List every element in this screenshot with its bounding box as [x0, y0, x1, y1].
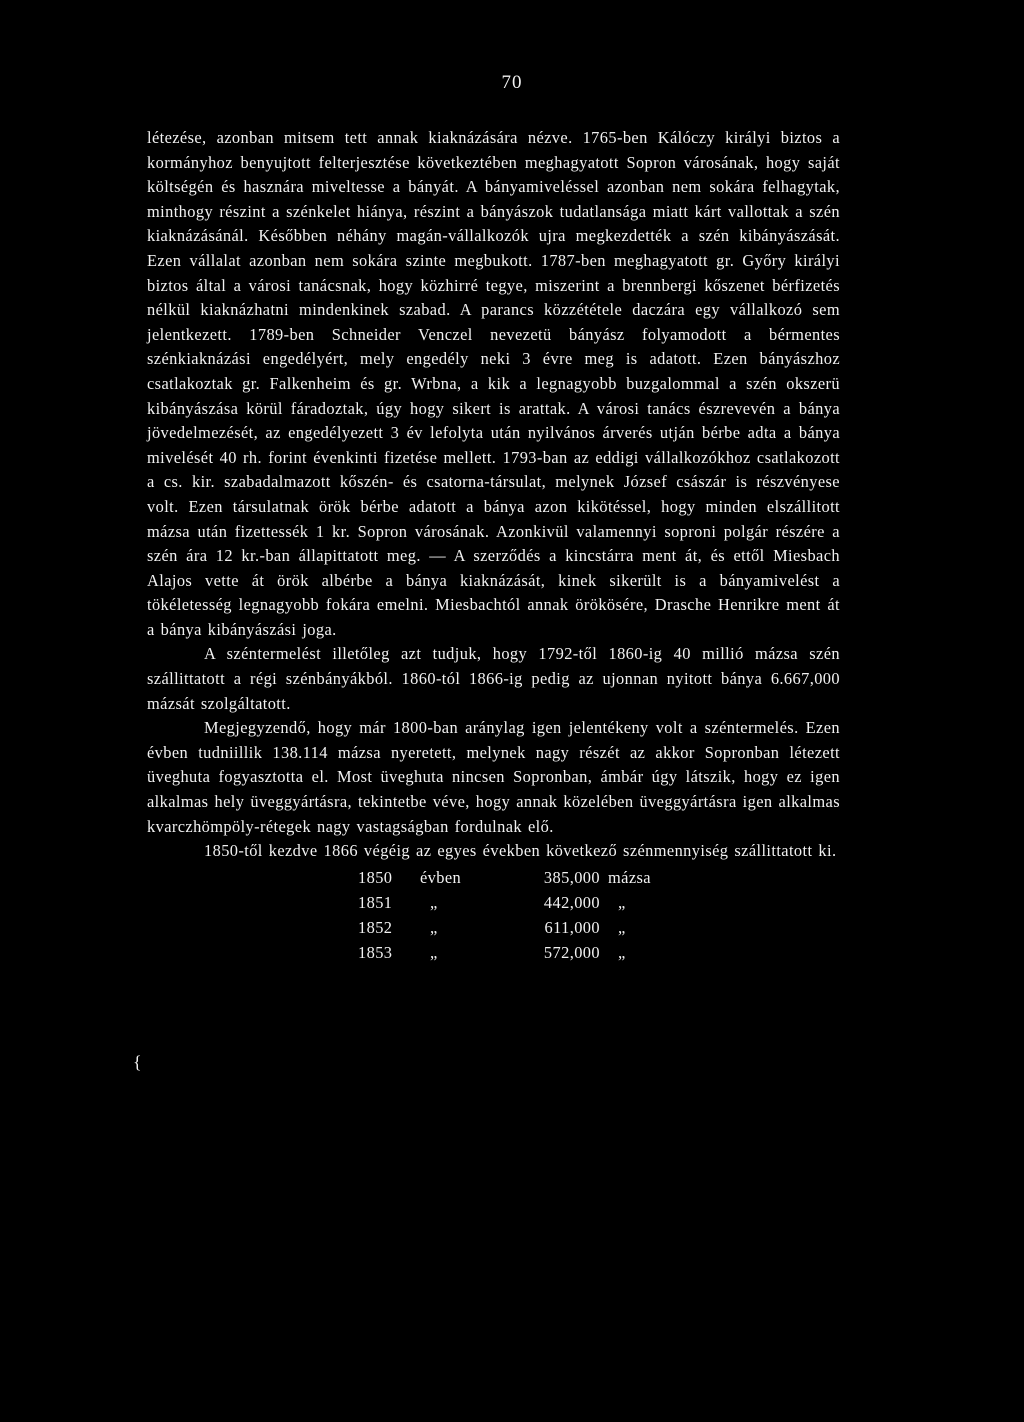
table-row	[358, 891, 708, 916]
amount-cell: 385,000	[543, 867, 600, 887]
year-cell: 1850	[358, 867, 393, 887]
amount-cell: 442,000	[543, 892, 600, 912]
amount-cell: 611,000	[544, 917, 600, 937]
body-text	[147, 126, 840, 966]
paragraph-2: A széntermelést illetőleg azt tudjuk, hogy 1792-től 1860-ig 40 millió mázsa szén szállittatott a régi szénbányákból. 1860-tól 1866-ig pedig az ujonnan nyitott bánya 6.667,000 mázsát szolgáltatott.	[147, 644, 840, 713]
page-number: 70	[501, 72, 523, 93]
year-cell: 1853	[358, 942, 393, 962]
table-row	[358, 866, 708, 891]
table-row	[358, 916, 708, 941]
table-row	[358, 941, 708, 966]
paragraph-3: Megjegyzendő, hogy már 1800-ban aránylag igen jelentékeny volt a széntermelés. Ezen évben tudniillik 138.114 mázsa nyeretett, melynek nagy részét az akkor Sopronban létezett üveghuta fogyasztotta el. Most üveghuta nincsen Sopronban, ámbár úgy látszik, hogy ez igen alkalmas hely üveggyártásra, tekintetbe véve, hogy annak közelében üveggyártásra igen alkalmas kvarczhömpöly-rétegek nagy vastagságban fordulnak elő.	[147, 718, 840, 836]
unit-cell: „	[430, 942, 438, 962]
unit-cell: „	[430, 917, 438, 937]
margin-mark: {	[133, 1052, 142, 1072]
unit-cell: évben	[420, 867, 462, 887]
year-cell: 1851	[358, 892, 393, 912]
paragraph-1: létezése, azonban mitsem tett annak kiaknázására nézve. 1765-ben Kálóczy királyi biztos a kormányhoz benyujtott felterjesztése következtében meghagyatott Sopron városának, hogy saját költségén és hasznára miveltesse a bányát. A bányamiveléssel azonban nem sokára felhagytak, minthogy részint a szénkelet hiánya, részint a bányászok tudatlansága miatt kárt vallottak a szén kiaknázásánál. Későbben néhány magán-vállalkozók ujra megkezdették a szén kibányászását. Ezen vállalat azonban nem sokára szinte megbukott. 1787-ben meghagyatott gr. Győry királyi biztos által a városi tanácsnak, hogy közhirré tegye, miszerint a brennbergi kőszenet bérfizetés nélkül kiaknázhatni mindenkinek szabad. A parancs közzététele daczára egy vállalkozó sem jelentkezett. 1789-ben Schneider Venczel nevezetü bányász folyamodott a bérmentes szénkiaknázási engedélyért, mely engedély neki 3 évre meg is adatott. Ezen bányászhoz csatlakoztak gr. Falkenheim és gr. Wrbna, a kik a legnagyobb buzgalommal a szén okszerü kibányászása körül fáradoztak, úgy hogy sikert is arattak. A városi tanács észrevevén a bánya jövedelmezését, az engedélyezett 3 év lefolyta után nyilvános árverés utján bérbe adta a bánya mivelését 40 rh. forint évenkinti fizetése mellett. 1793-ban az eddigi vállalkozókhoz csatlakozott a cs. kir. szabadalmazott kőszén- és csatorna-társulat, melynek József császár is részvényese volt. Ezen társulatnak örök bérbe adatott a bánya azon kikötéssel, hogy minden elszállitott mázsa után fizettessék 1 kr. Sopron városának. Azonkivül valamennyi soproni polgár részére a szén ára 12 kr.-ban állapittatott meg. — A szerződés a kincstárra ment át, és ettől Miesbach Alajos vette át örök albérbe a bánya kiaknázását, kinek sikerült is a bányamivelést a tökéletesség legnagyobb fokára emelni. Miesbachtól annak örökösére, Drasche Henrikre ment át a bánya kibányászási joga.	[147, 128, 840, 639]
measure-cell: mázsa	[608, 867, 651, 887]
measure-cell: „	[618, 917, 626, 937]
measure-cell: „	[618, 942, 626, 962]
unit-cell: „	[430, 892, 438, 912]
paragraph-4: 1850-től kezdve 1866 végéig az egyes években következő szénmennyiség szállittatott ki.	[204, 841, 837, 861]
measure-cell: „	[618, 892, 626, 912]
amount-cell: 572,000	[543, 942, 600, 962]
production-table	[358, 866, 708, 966]
year-cell: 1852	[358, 917, 393, 937]
